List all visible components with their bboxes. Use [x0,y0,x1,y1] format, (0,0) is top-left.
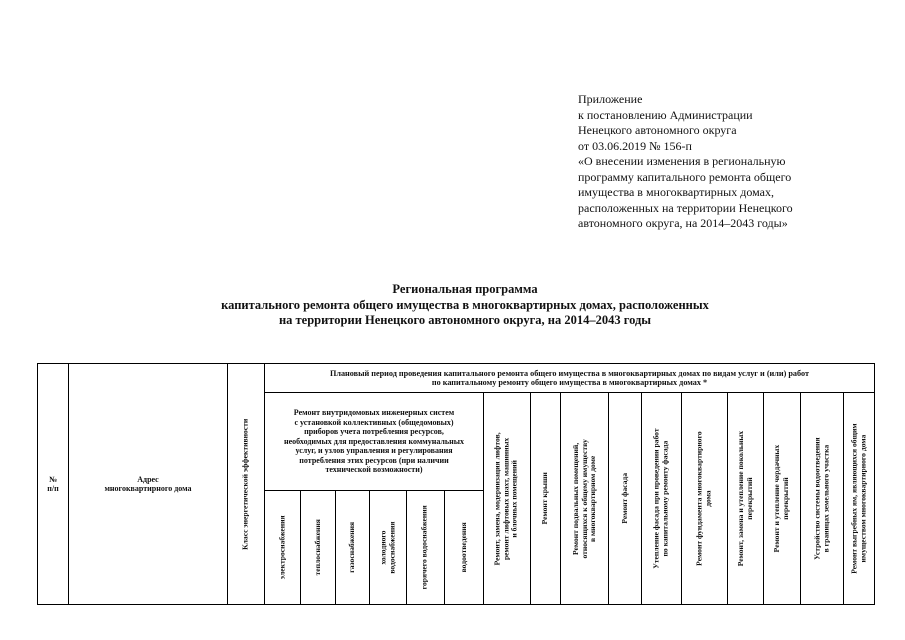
header-facade-repair-label: Ремонт фасада [619,473,629,524]
header-gas [336,491,369,604]
appendix-block [578,92,878,232]
header-roof-repair-label: Ремонт крыши [540,472,550,525]
header-energy-class [228,364,264,604]
header-cold-water-label: холодного водоснабжения [378,521,396,574]
header-planned-period: Плановый период проведения капитального ремонта общего имущества в многоквартирных домах по видам услуг и (или) работ по капитальному ремонту общего имущества в многоквартирных домах * [329,368,809,387]
header-cold-water [370,491,406,604]
header-basement-repair-label: Ремонт подвальных помещений, относящихся к общему имуществу в многоквартирном доме [570,438,597,559]
header-elevator-repair [484,393,530,604]
header-drainage-label: водоотведения [458,522,468,573]
header-foundation-repair-label: Ремонт фундамента многоквартирного дома [694,431,713,566]
header-heating-label: теплоснабжения [312,519,322,576]
appendix-line: программу капитального ремонта общего [578,169,792,184]
appendix-line: к постановлению Администрации [578,107,753,122]
header-roof-repair [531,393,560,604]
header-gas-label: газоснабжения [347,522,357,573]
header-cesspool-repair [844,393,874,604]
header-hot-water [407,491,444,604]
header-foundation-repair [682,393,727,604]
header-drainage-system [801,393,843,604]
program-table [37,363,875,605]
title-line: на территории Ненецкого автономного округа, на 2014–2043 годы [278,313,652,327]
appendix-line: автономного округа, на 2014–2043 годы» [578,216,788,230]
header-heating [301,491,335,604]
header-address: Адрес многоквартирного дома [104,474,192,493]
appendix-line: Ненецкого автономного округа [578,123,737,137]
header-cesspool-repair-label: Ремонт выгребных ям, являющихся общим имуществом многоквартирного дома [849,423,867,574]
header-attic-insulation [764,393,800,604]
header-row-number: № п/п [47,474,59,493]
header-drainage [445,491,483,604]
title-line: Региональная программа [392,282,538,296]
header-elevator-repair-label: Ремонт, замена, модернизация лифтов, ремонт лифтовых шахт, машинных и блочных помещений [493,431,520,566]
header-hot-water-label: горячего водоснабжения [420,505,430,590]
appendix-line: Приложение [578,92,643,106]
header-drainage-system-label: Устройство системы водоотведения в границах земельного участка [812,437,831,560]
appendix-line: имущества в многоквартирных домах, [578,185,774,199]
header-basement-repair [561,393,608,604]
appendix-line: «О внесении изменения в региональную [578,154,786,168]
header-electricity [265,491,300,604]
header-utility-systems: Ремонт внутридомовых инженерных систем с установкой коллективных (общедомовых) приборов учета потребления ресурсов, необходимых для предоставления коммунальных услуг, и узлов управления и регулирования потребления этих ресурсов (при наличии технической возможности) [284,408,464,475]
header-facade-insulation-label: Утепление фасада при проведении работ по капитальному ремонту фасада [651,428,670,569]
header-electricity-label: электроснабжения [277,515,287,580]
header-floor-insulation [728,393,763,604]
header-energy-class-label: Класс энергетической эффективности [240,418,250,550]
title-line: капитального ремонта общего имущества в многоквартирных домах, расположенных [221,297,709,312]
header-facade-repair [609,393,641,604]
header-floor-insulation-label: Ремонт, замена и утепление покольных перекрытий [735,430,754,567]
document-title [120,282,810,329]
header-attic-insulation-label: Ремонт и утепление чердачных перекрытий [772,444,791,553]
appendix-line: расположенных на территории Ненецкого [578,200,793,215]
appendix-line: от 03.06.2019 № 156-п [578,138,692,153]
header-facade-insulation [642,393,681,604]
